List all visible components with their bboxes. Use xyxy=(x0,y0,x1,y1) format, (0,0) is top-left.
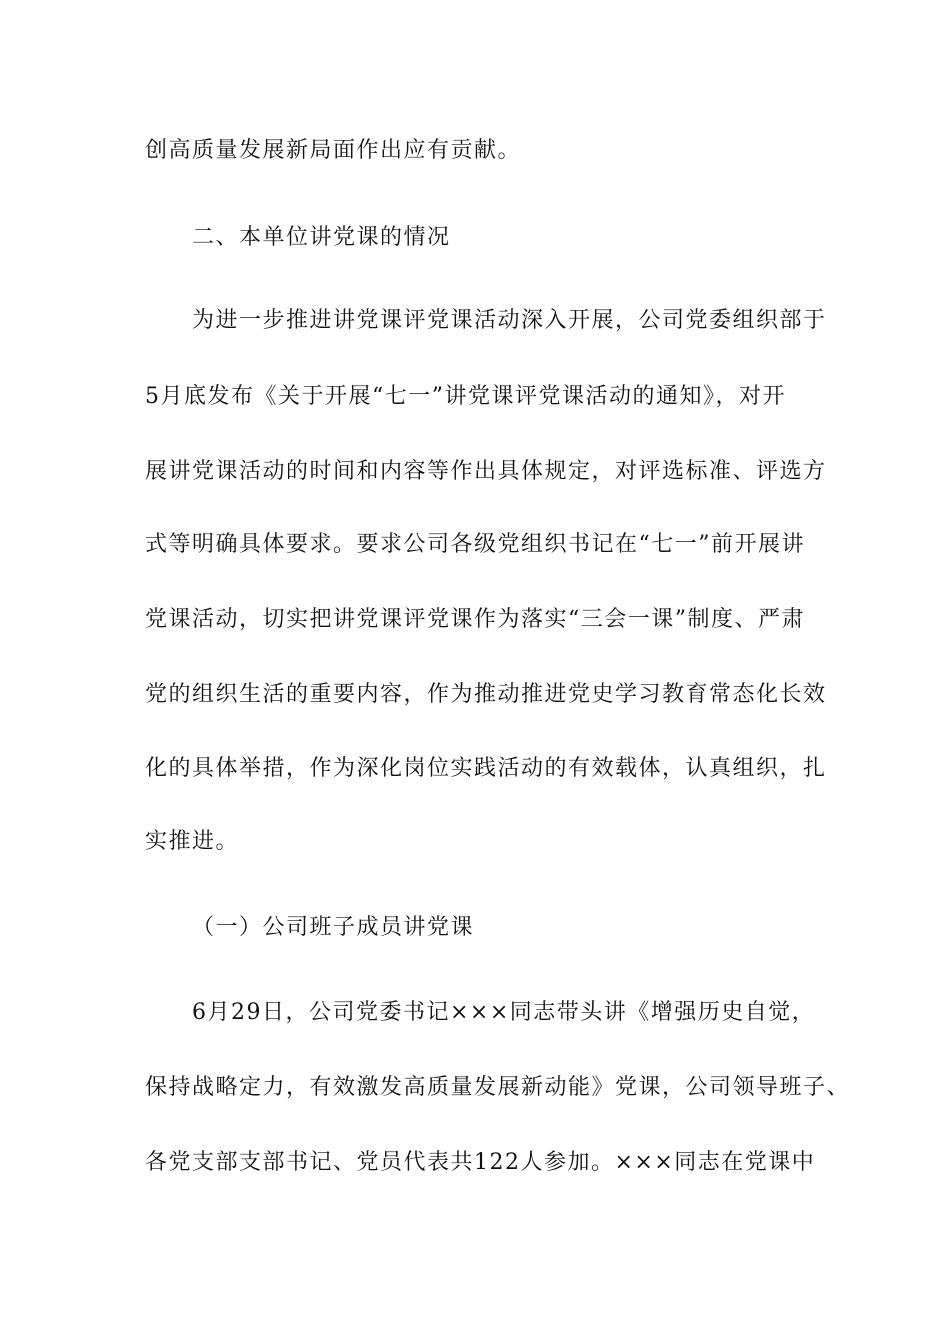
text-line: 化的具体举措，作为深化岗位实践活动的有效载体，认真组织，扎 xyxy=(145,756,827,781)
text-line: 为进一步推进讲党课评党课活动深入开展，公司党委组织部于 xyxy=(192,308,827,333)
text-line: 式等明确具体要求。要求公司各级党组织书记在“七一”前开展讲 xyxy=(145,532,805,557)
text-line: 展讲党课活动的时间和内容等作出具体规定，对评选标准、评选方 xyxy=(145,459,827,484)
text-line: 各党支部支部书记、党员代表共122人参加。×××同志在党课中 xyxy=(145,1150,816,1175)
text-line: 5月底发布《关于开展“七一”讲党课评党课活动的通知》，对开 xyxy=(145,384,786,409)
subsection-heading: （一）公司班子成员讲党课 xyxy=(192,915,475,940)
text-line: 创高质量发展新局面作出应有贡献。 xyxy=(145,138,522,163)
text-line: 党课活动，切实把讲党课评党课作为落实“三会一课”制度、严肃 xyxy=(145,607,805,632)
section-heading: 二、本单位讲党课的情况 xyxy=(192,225,451,250)
text-line: 6月29日，公司党委书记×××同志带头讲《增强历史自觉， xyxy=(192,1000,816,1025)
text-line: 保持战略定力，有效激发高质量发展新动能》党课，公司领导班子、 xyxy=(145,1075,851,1100)
text-line: 实推进。 xyxy=(145,829,240,854)
text-line: 党的组织生活的重要内容，作为推动推进党史学习教育常态化长效 xyxy=(145,682,827,707)
